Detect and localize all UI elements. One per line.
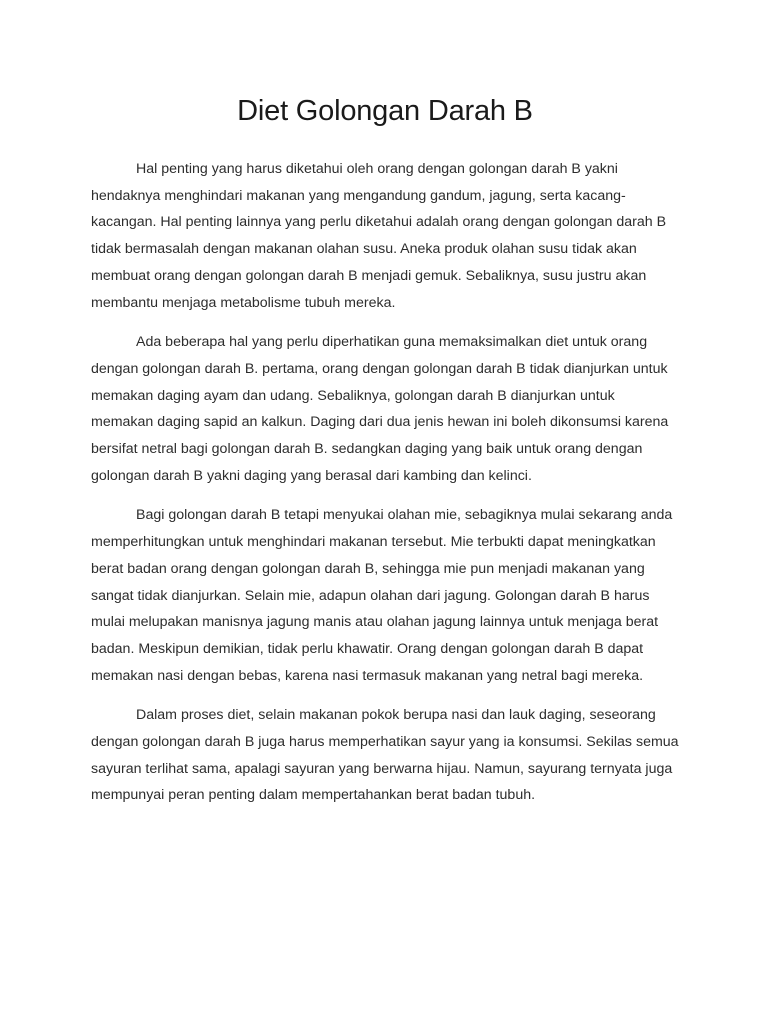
paragraph-4: Dalam proses diet, selain makanan pokok berupa nasi dan lauk daging, seseorang dengan golongan darah B juga harus memperhatikan sayur yang ia konsumsi. Sekilas semua sayuran terlihat sama, apalagi sayuran yang berwarna hijau. Namun, sayurang ternyata juga mempunyai peran penting dalam mempertahankan berat badan tubuh.	[91, 707, 679, 804]
document-body	[91, 156, 679, 822]
paragraph-3: Bagi golongan darah B tetapi menyukai olahan mie, sebagiknya mulai sekarang anda memperhitungkan untuk menghindari makanan tersebut. Mie terbukti dapat meningkatkan berat badan orang dengan golongan darah B, sehingga mie pun menjadi makanan yang sangat tidak dianjurkan. Selain mie, adapun olahan dari jagung. Golongan darah B harus mulai melupakan manisnya jagung manis atau olahan jagung lainnya untuk menjaga berat badan. Meskipun demikian, tidak perlu khawatir. Orang dengan golongan darah B dapat memakan nasi dengan bebas, karena nasi termasuk makanan yang netral bagi mereka.	[91, 507, 673, 684]
paragraph-1: Hal penting yang harus diketahui oleh orang dengan golongan darah B yakni hendaknya menghindari makanan yang mengandung gandum, jagung, serta kacang-kacangan. Hal penting lainnya yang perlu diketahui adalah orang dengan golongan darah B tidak bermasalah dengan makanan olahan susu. Aneka produk olahan susu tidak akan membuat orang dengan golongan darah B menjadi gemuk. Sebaliknya, susu justru akan membantu menjaga metabolisme tubuh mereka.	[91, 161, 667, 311]
paragraph-2: Ada beberapa hal yang perlu diperhatikan guna memaksimalkan diet untuk orang dengan golongan darah B. pertama, orang dengan golongan darah B tidak dianjurkan untuk memakan daging ayam dan udang. Sebaliknya, golongan darah B dianjurkan untuk memakan daging sapid an kalkun. Daging dari dua jenis hewan ini boleh dikonsumsi karena bersifat netral bagi golongan darah B. sedangkan daging yang baik untuk orang dengan golongan darah B yakni daging yang berasal dari kambing dan kelinci.	[91, 334, 669, 484]
page-title: Diet Golongan Darah B	[237, 95, 533, 127]
